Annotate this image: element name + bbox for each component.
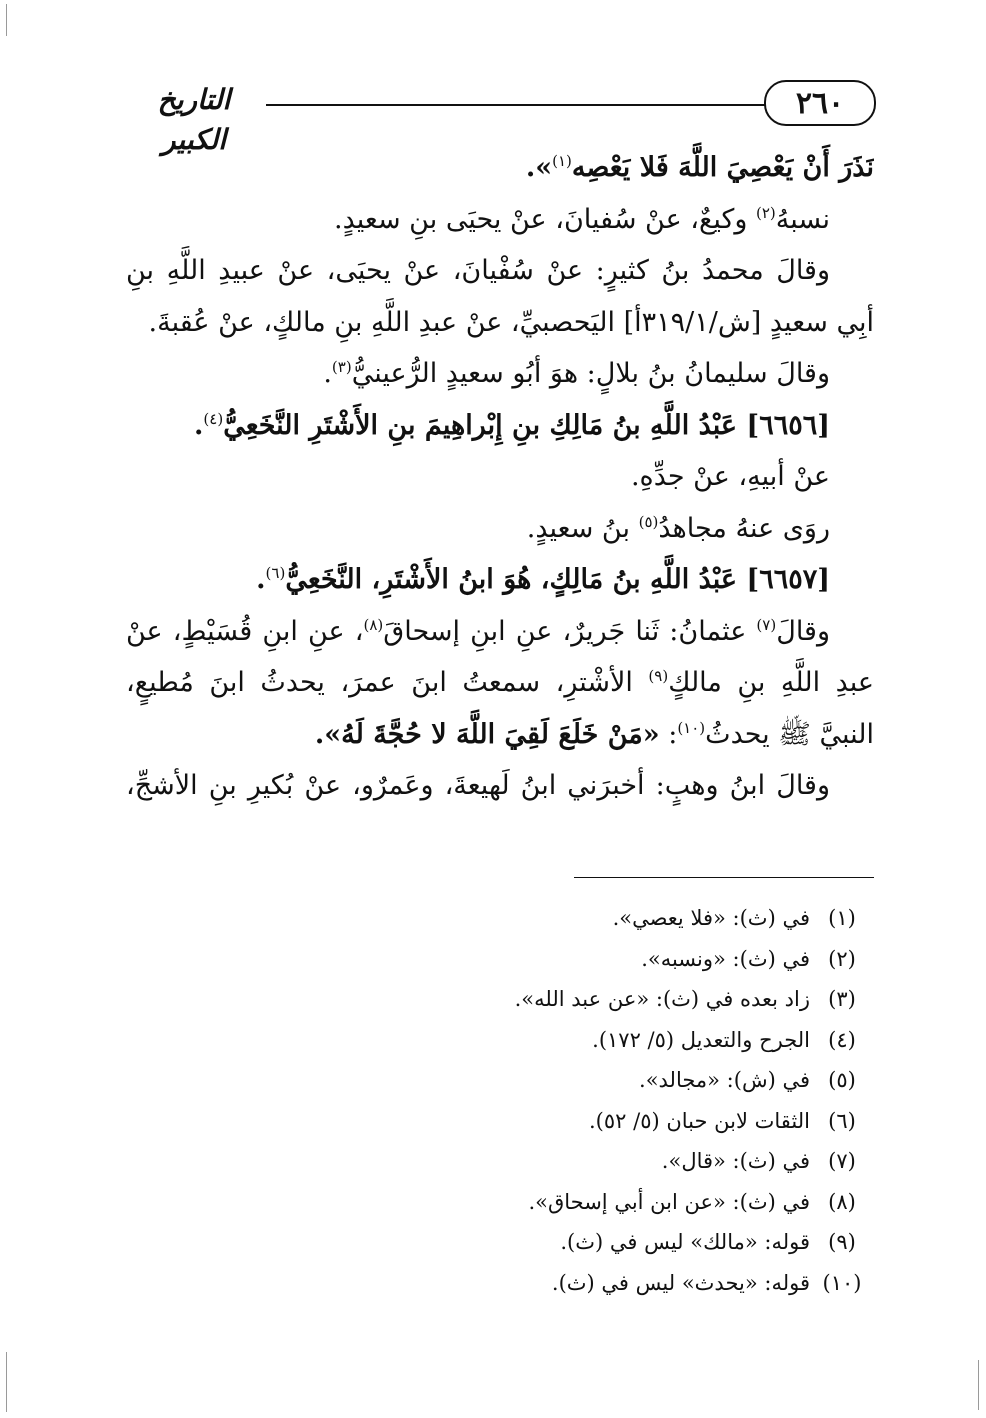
footnote-number: (٣)	[828, 987, 856, 1011]
text-run: عبدِ اللَّهِ بنِ مالكٍ	[668, 667, 874, 698]
text-line	[126, 657, 874, 709]
footnote-text: قوله: «مالك» ليس في (ث).	[560, 1230, 810, 1254]
footnote-number: (١٠)	[822, 1270, 862, 1295]
text-line	[126, 297, 874, 349]
text-run: عثمانُ: ثَنا جَريرٌ، عنِ ابنِ إسحاقَ	[383, 615, 757, 647]
main-text	[126, 142, 874, 812]
footnote-item	[126, 1020, 862, 1061]
text-run: ».	[525, 152, 553, 183]
footnote-number: (٢)	[828, 946, 856, 971]
text-line	[126, 451, 874, 503]
footnote-ref: (٧)	[756, 615, 777, 634]
text-line	[126, 709, 874, 761]
text-run: وكيعٌ، عنْ سُفيانَ، عنْ يحيَى بنِ سعيدٍ.	[334, 203, 756, 235]
footnote-item	[126, 1182, 862, 1223]
footnote-ref: (٢)	[755, 203, 776, 222]
text-run: .	[256, 564, 266, 595]
text-run: نَذَرَ أَنْ يَعْصِيَ اللَّهَ فَلا يَعْصِه	[571, 152, 874, 183]
text-run: [٦٦٥٧] عَبْدُ اللَّهِ بنُ مَالِكٍ، هُوَ ابنُ الأَشْتَرِ، النَّخَعِيُّ	[285, 564, 830, 595]
footnote-item	[126, 1060, 862, 1101]
text-run: نسبهُ	[775, 203, 830, 235]
page-number: ٢٦٠	[795, 85, 845, 121]
text-run: روَى عنهُ مجاهدُ	[658, 512, 830, 544]
text-run: وقالَ ابنُ وهبٍ: أخبرَني ابنُ لَهيعةَ، وعَمرٌو، عنْ بُكيرِ بنِ الأشجِّ،	[126, 770, 830, 801]
footnote-number: (٥)	[828, 1068, 856, 1092]
footnote-text: الجرح والتعديل (٥/ ١٧٢).	[592, 1027, 810, 1052]
book-title: التاريخ الكبير	[157, 83, 231, 156]
text-run: وقالَ سليمانُ بنُ بلالٍ: هوَ أبُو سعيدٍ الرُّعينيُّ	[351, 358, 830, 389]
text-line	[126, 245, 874, 297]
footnote-text: في (ث): «قال».	[661, 1149, 810, 1173]
header-rule	[266, 104, 766, 106]
footnote-text: في (ث): «فلا يعصي».	[612, 906, 810, 930]
footnote-item	[126, 1263, 862, 1304]
footnote-number: (٤)	[828, 1027, 856, 1052]
footnote-text: في (ث): «ونسبه».	[641, 946, 810, 971]
text-line	[126, 348, 874, 400]
text-run: وقالَ	[776, 615, 830, 647]
text-line	[126, 760, 874, 812]
footnote-ref: (١)	[552, 152, 572, 170]
scan-edge-mark	[978, 1360, 979, 1410]
text-run: وقالَ محمدُ بنُ كثيرٍ: عنْ سُفْيانَ، عنْ يحيَى، عنْ عبيدِ اللَّهِ بنِ	[126, 255, 830, 286]
footnote-ref: (٦)	[265, 564, 286, 582]
text-line	[126, 606, 874, 658]
footnote-number: (٦)	[828, 1108, 856, 1133]
text-run: .	[323, 358, 332, 389]
text-run: «مَنْ خَلَعَ لَقِيَ اللَّهَ لا حُجَّةَ لَهُ».	[314, 718, 660, 750]
text-run: النبيَّ ﷺ يحدثُ	[705, 718, 874, 750]
footnote-text: في (ش): «مجالد».	[639, 1068, 810, 1092]
page-header	[126, 78, 876, 156]
text-line	[126, 503, 874, 555]
text-line	[126, 400, 874, 452]
page-number-badge	[764, 80, 876, 126]
footnote-text: قوله: «يحدث» ليس في (ث).	[551, 1270, 810, 1295]
text-line	[126, 142, 874, 194]
footnote-number: (١)	[828, 906, 856, 930]
text-run: ، عنِ ابنِ قُسَيْطٍ، عنْ	[126, 615, 364, 647]
scan-edge-mark	[6, 1352, 7, 1412]
footnote-text: في (ث): «عن ابن أبي إسحاق».	[528, 1189, 810, 1214]
footnote-ref: (٤)	[203, 409, 224, 428]
text-run: أبِي سعيدٍ [ش/٣١٩/١أ] اليَحصبيِّ، عنْ عبدِ اللَّهِ بنِ مالكٍ، عنْ عُقبةَ.	[148, 306, 874, 338]
footnote-ref: (٥)	[638, 512, 659, 531]
footnote-number: (٩)	[828, 1230, 856, 1254]
footnote-ref: (٨)	[363, 615, 384, 634]
footnote-ref: (٣)	[331, 358, 352, 376]
footnote-item	[126, 1101, 862, 1142]
text-run: :	[659, 718, 678, 750]
footnotes	[126, 898, 862, 1303]
footnote-ref: (٩)	[648, 667, 669, 685]
text-run: [٦٦٥٦] عَبْدُ اللَّهِ بنُ مَالِكِ بنِ إِبْراهِيمَ بنِ الأَشْتَرِ النَّخَعِيُّ	[223, 409, 830, 441]
footnote-number: (٨)	[828, 1189, 856, 1214]
footnote-item	[126, 1222, 862, 1263]
footnote-ref: (١٠)	[677, 718, 706, 737]
text-line	[126, 554, 874, 606]
footnote-text: زاد بعده في (ث): «عن عبد الله».	[514, 987, 810, 1011]
footnote-item	[126, 898, 862, 939]
footnote-number: (٧)	[828, 1149, 856, 1173]
footnote-item	[126, 939, 862, 980]
footnote-item	[126, 979, 862, 1020]
footnote-item	[126, 1141, 862, 1182]
text-run: الأشْترِ، سمعتُ ابنَ عمرَ، يحدثُ ابنَ مُطيعٍ،	[126, 667, 633, 698]
text-run: .	[194, 409, 204, 441]
footnote-divider	[574, 877, 874, 878]
text-run: بنُ سعيدٍ.	[526, 512, 639, 544]
scan-edge-mark	[6, 4, 7, 36]
text-run: عنْ أبيهِ، عنْ جدِّهِ.	[630, 461, 830, 492]
footnote-text: الثقات لابن حبان (٥/ ٥٢).	[588, 1108, 810, 1133]
text-line	[126, 194, 874, 246]
